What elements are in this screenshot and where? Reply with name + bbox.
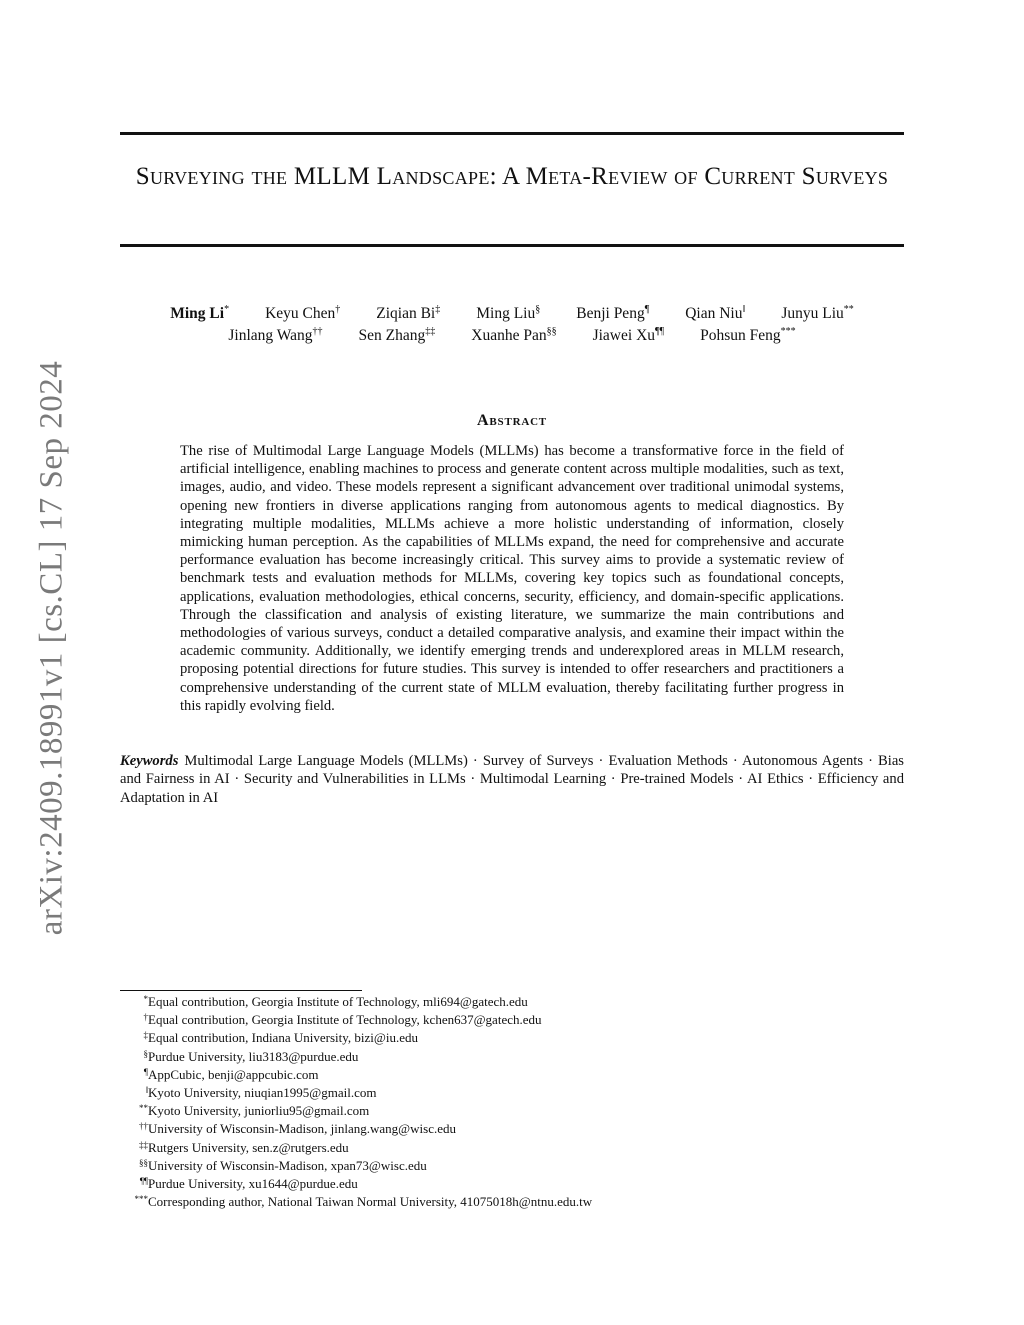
footnote: ‡ Equal contribution, Indiana University, bizi@iu.edu (143, 1030, 418, 1046)
keywords-section (120, 752, 904, 807)
abstract-text: The rise of Multimodal Large Language Models (MLLMs) has become a transformative force in the field of artificial intelligence, enabling machines to process and generate content across multiple modalities, such as text, images, audio, and video. These models represent a significant advancement over traditional unimodal systems, opening new frontiers in diverse applications ranging from autonomous agents to medical diagnostics. By integrating multiple modalities, MLLMs achieve a more holistic understanding of information, closely mimicking human perception. As the capabilities of MLLMs expand, the need for comprehensive and accurate performance evaluation has become increasingly critical. This survey aims to provide a systematic review of benchmark tests and evaluation methods for MLLMs, covering key topics such as foundational concepts, applications, evaluation methodologies, ethical concerns, security, efficiency, and domain-specific applications. Through the classification and analysis of existing literature, we summarize the main contributions and methodologies of various surveys, conduct a detailed comparative analysis, and examine their impact within the academic community. Additionally, we identify emerging trends and underexplored areas in MLLM research, proposing potential directions for future studies. This survey is intended to offer researchers and practitioners a comprehensive understanding of the current state of MLLM evaluation, thereby facilitating further progress in this rapidly evolving field. (180, 443, 844, 714)
author: Jiawei Xu¶¶ (592, 326, 665, 344)
footnote: ¶ AppCubic, benji@appcubic.com (143, 1066, 319, 1082)
author: Pohsun Feng*** (700, 326, 796, 344)
abstract-heading: Abstract (477, 412, 547, 429)
footnote: § Purdue University, liu3183@purdue.edu (143, 1048, 359, 1064)
author-row-2 (120, 325, 904, 347)
author: Ming Liu§ (476, 304, 541, 322)
footnote: †† University of Wisconsin-Madison, jinlang.wang@wisc.edu (139, 1121, 457, 1137)
keywords-text: Multimodal Large Language Models (MLLMs) · Survey of Surveys · Evaluation Methods · Autonomous Agents · Bias and Fairness in AI · Security and Vulnerabilities in LLMs · Multimodal Learning · Pre-trained Models · AI Ethics · Efficiency and Adaptation in AI (120, 753, 904, 806)
footnote: ** Kyoto University, juniorliu95@gmail.com (139, 1103, 370, 1119)
author: Sen Zhang‡‡ (358, 326, 436, 344)
author: Jinlang Wang†† (228, 326, 323, 344)
footnote: † Equal contribution, Georgia Institute of Technology, kchen637@gatech.edu (143, 1012, 542, 1028)
footnote: ¶¶ Purdue University, xu1644@purdue.edu (139, 1176, 358, 1192)
author: Keyu Chen† (265, 304, 341, 322)
author-list (120, 303, 904, 347)
footnotes (120, 993, 820, 1211)
footnote: ‡‡ Rutgers University, sen.z@rutgers.edu (139, 1139, 349, 1155)
footnote: *** Corresponding author, National Taiwan Normal University, 41075018h@ntnu.edu.tw (134, 1194, 593, 1210)
author: Benji Peng¶ (576, 304, 650, 322)
author: Ziqian Bi‡ (376, 304, 441, 322)
keywords-label: Keywords (120, 753, 179, 769)
footnote: ‖ Kyoto University, niuqian1995@gmail.com (145, 1085, 377, 1101)
title-rule-bottom (120, 244, 904, 247)
author: Xuanhe Pan§§ (471, 326, 557, 344)
author: Junyu Liu** (781, 304, 854, 322)
title-rule-top (120, 132, 904, 135)
footnote: * Equal contribution, Georgia Institute of Technology, mli694@gatech.edu (143, 994, 528, 1009)
footnote-rule (120, 990, 362, 991)
author: Ming Li* (170, 304, 230, 322)
author-row-1 (120, 303, 904, 325)
author: Qian Niu‖ (685, 304, 746, 322)
footnote: §§ University of Wisconsin-Madison, xpan73@wisc.edu (139, 1157, 427, 1173)
paper-title: Surveying the MLLM Landscape: A Meta-Review of Current Surveys (135, 163, 889, 190)
arxiv-identifier: arXiv:2409.18991v1 [cs.CL] 17 Sep 2024 (33, 360, 70, 936)
